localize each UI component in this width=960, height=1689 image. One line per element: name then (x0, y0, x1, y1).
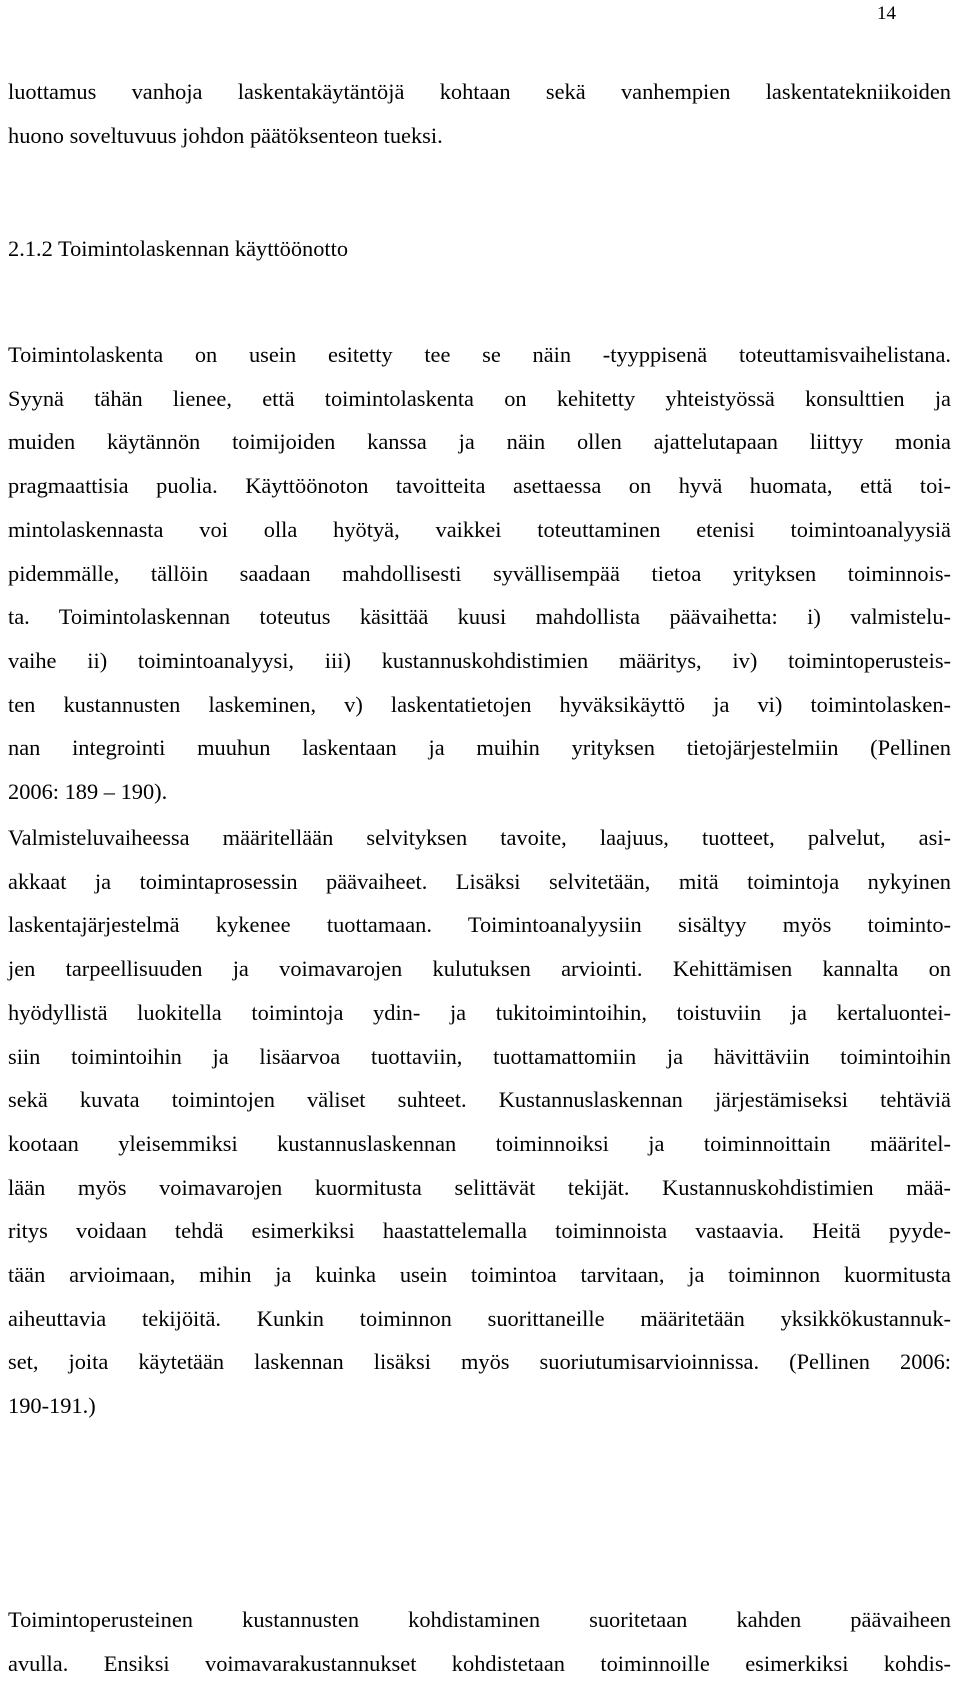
paragraph-preparation-phase (8, 816, 951, 1428)
text-line: luottamus vanhoja laskentakäytäntöjä kohtaan sekä vanhempien laskentatekniikoiden (8, 79, 951, 104)
text-line: hyödyllistä luokitella toimintoja ydin- ja tukitoimintoihin, toistuviin ja kertaluontei- (8, 999, 951, 1025)
text-line: ta. Toimintolaskennan toteutus käsittää kuusi mahdollista päävaihetta: i) valmistelu- (8, 604, 951, 630)
text-line: Toimintolaskenta on usein esitetty tee se näin -tyyppisenä toteuttamisvaihelistana. (8, 342, 951, 367)
paragraph-cost-allocation (8, 1598, 951, 1685)
text-line: vaihe ii) toimintoanalyysi, iii) kustannuskohdistimien määritys, iv) toimintoperusteis- (8, 647, 951, 673)
paragraph-implementation-phases (8, 333, 951, 814)
text-line: Toimintoperusteinen kustannusten kohdistaminen suoritetaan kahden päävaiheen (8, 1607, 951, 1632)
text-line: lään myös voimavarojen kuormitusta selittävät tekijät. Kustannuskohdistimien mää- (8, 1174, 951, 1200)
text-line: avulla. Ensiksi voimavarakustannukset kohdistetaan toiminnoille esimerkiksi kohdis- (8, 1650, 951, 1676)
text-line: muiden käytännön toimijoiden kanssa ja näin ollen ajattelutapaan liittyy monia (8, 429, 951, 455)
text-line: akkaat ja toimintaprosessin päävaiheet. Lisäksi selvitetään, mitä toimintoja nykyinen (8, 868, 951, 894)
text-line: ritys voidaan tehdä esimerkiksi haastattelemalla toiminnoista vastaavia. Heitä pyyde- (8, 1218, 951, 1244)
text-line: Valmisteluvaiheessa määritellään selvityksen tavoite, laajuus, tuotteet, palvelut, asi- (8, 825, 951, 850)
intro-paragraph (8, 70, 951, 157)
text-line: aiheuttavia tekijöitä. Kunkin toiminnon suorittaneille määritetään yksikkökustannuk- (8, 1305, 951, 1331)
text-line: 190-191.) (8, 1393, 96, 1419)
text-line: huono soveltuvuus johdon päätöksenteon tueksi. (8, 122, 443, 148)
section-heading (8, 227, 951, 271)
text-line: tään arvioimaan, mihin ja kuinka usein toimintoa tarvitaan, ja toiminnon kuormitusta (8, 1262, 951, 1288)
page-number: 14 (877, 3, 896, 24)
text-line: 2006: 189 – 190). (8, 779, 168, 805)
text-line: laskentajärjestelmä kykenee tuottamaan. Toimintoanalyysiin sisältyy myös toiminto- (8, 912, 951, 938)
text-line: set, joita käytetään laskennan lisäksi myös suoriutumisarvioinnissa. (Pellinen 2006: (8, 1349, 951, 1375)
section-heading-text: 2.1.2 Toimintolaskennan käyttöönotto (8, 236, 349, 261)
text-line: jen tarpeellisuuden ja voimavarojen kulutuksen arviointi. Kehittämisen kannalta on (8, 956, 951, 982)
text-line: mintolaskennasta voi olla hyötyä, vaikkei toteuttaminen etenisi toimintoanalyysiä (8, 516, 951, 542)
text-line: nan integrointi muuhun laskentaan ja muihin yrityksen tietojärjestelmiin (Pellinen (8, 735, 951, 761)
text-line: sekä kuvata toimintojen väliset suhteet. Kustannuslaskennan järjestämiseksi tehtäviä (8, 1087, 951, 1113)
text-line: kootaan yleisemmiksi kustannuslaskennan toiminnoiksi ja toiminnoittain määritel- (8, 1130, 951, 1156)
text-line: siin toimintoihin ja lisäarvoa tuottaviin, tuottamattomiin ja hävittäviin toimintoihin (8, 1043, 951, 1069)
text-line: ten kustannusten laskeminen, v) laskentatietojen hyväksikäyttö ja vi) toimintolasken- (8, 691, 951, 717)
text-line: pragmaattisia puolia. Käyttöönoton tavoitteita asettaessa on hyvä huomata, että toi- (8, 473, 951, 499)
text-line: pidemmälle, tällöin saadaan mahdollisesti syvällisempää tietoa yrityksen toiminnois- (8, 560, 951, 586)
text-line: Syynä tähän lienee, että toimintolaskenta on kehitetty yhteistyössä konsulttien ja (8, 385, 951, 411)
